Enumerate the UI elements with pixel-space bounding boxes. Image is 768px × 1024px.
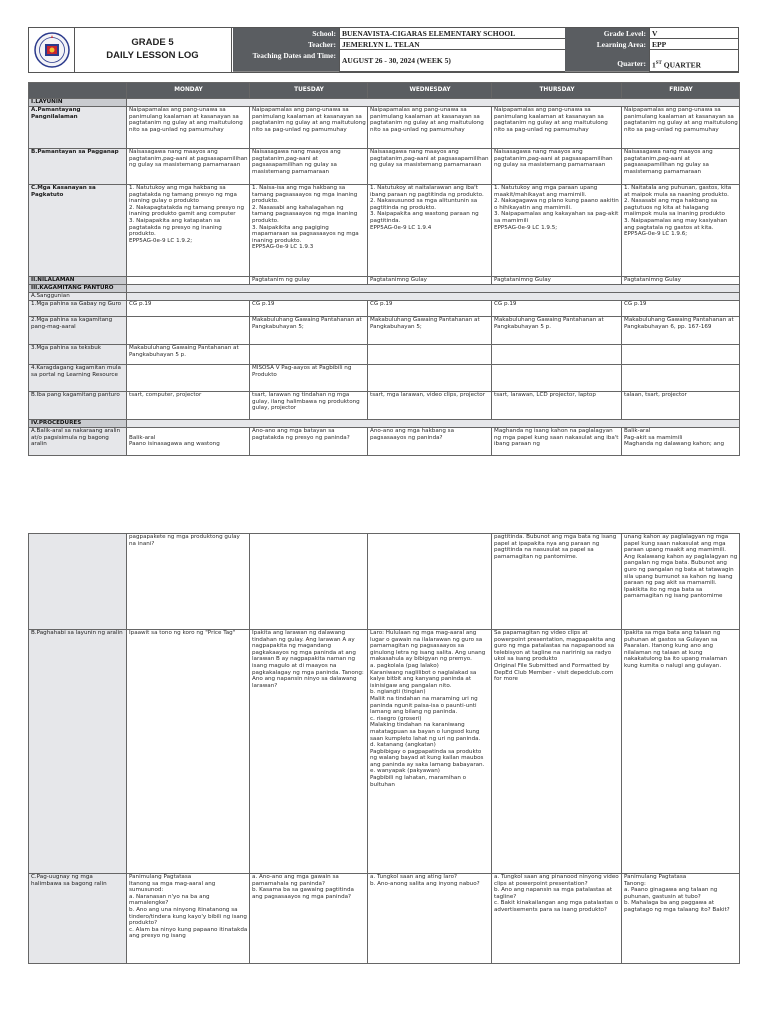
school-label: School: xyxy=(233,28,339,40)
teaching-dates-value: AUGUST 26 - 30, 2024 (WEEK 5) xyxy=(339,50,565,72)
day-header-monday: MONDAY xyxy=(127,83,250,99)
row-label: 1.Mga pahina sa Gabay ng Guro xyxy=(29,301,127,317)
table-cell: Balik-aral Pag-akit sa mamimili Maghanda ng dalawang kahon; ang xyxy=(622,428,740,456)
teacher-label: Teacher: xyxy=(233,39,339,51)
table-cell xyxy=(622,365,740,392)
learning-area-label: Learning Area: xyxy=(565,39,649,51)
table-cell: CG p.19 xyxy=(250,301,368,317)
learning-area-value: EPP xyxy=(649,39,738,50)
table-cell: Ipaawit sa tono ng koro ng "Price Tag" xyxy=(127,630,250,874)
table-cell: Pagtatanimng Gulay xyxy=(492,277,622,285)
teaching-dates-label: Teaching Dates and Time: xyxy=(233,50,339,72)
table-cell: a. Tungkol saan ang ating laro? b. Ano-anong salita ang inyong nabuo? xyxy=(368,874,492,964)
table-cell: tsart, larawan, LCD projector, laptop xyxy=(492,392,622,420)
school-value: BUENAVISTA-CIGARAS ELEMENTARY SCHOOL xyxy=(339,28,565,39)
table-cell xyxy=(127,277,250,285)
row-label: B.Paghahabi sa layunin ng aralin xyxy=(29,630,127,874)
table-cell: pagtitinda. Bubunot ang mga bata ng isang papel at ipapakita nya ang paraan ng pagtitinda na nasusulat sa papel sa pamamagitan ng pantomime. xyxy=(492,534,622,630)
table-cell: Makabuluhang Gawaing Pantahanan at Pangkabuhayan 5 p. xyxy=(127,345,250,365)
teacher-value: JEMERLYN L. TELAN xyxy=(339,39,565,50)
row-label: A.Balik-aral sa nakaraang aralin at/o pagsisimula ng bagong aralin xyxy=(29,428,127,456)
table-row xyxy=(29,630,740,874)
section-heading: II.NILALAMAN xyxy=(29,277,127,285)
grade-level-label: Grade Level: xyxy=(565,28,649,40)
table-cell: Naisasagawa nang maayos ang pagtatanim,pag-aani at pagsasapamilihan ng gulay sa masistemang pamamaraan xyxy=(127,149,250,185)
row-label: C.Pag-uugnay ng mga halimbawa sa bagong ralin xyxy=(29,874,127,964)
table-cell: pagpapakete ng mga produktong gulay na inani? xyxy=(127,534,250,630)
title-log-type: DAILY LESSON LOG xyxy=(106,50,199,61)
table-cell: CG p.19 xyxy=(622,301,740,317)
table-cell: 1. Natutukoy ang mga paraan upang maakit/mahikayat ang mamimili. 2. Nakagagawa ng plano kung paano aakitin o hihikayatin ang mamimili. 3. Naipapamalas ang kakayahan sa pag-akit sa mamimili EPP5AG-0e-9 LC 1.9.5; xyxy=(492,185,622,277)
row-label: 2.Mga pahina sa kagamitang pang-mag-aaral xyxy=(29,317,127,345)
table-cell: Naisasagawa nang maayos ang pagtatanim,pag-aani at pagsasapamilihan ng gulay sa masistemang pamamaraan xyxy=(622,149,740,185)
table-cell: a. Tungkol saan ang pinanood ninyong video clips at powerpoint presentation? b. Ano ang napansin sa mga patalastas at tagline? c. Bakit kinakailangan ang mga patalastas o advertisements para sa isang produkto? xyxy=(492,874,622,964)
table-cell: Naipapamalas ang pang-unawa sa panimulang kaalaman at kasanayan sa pagtatanim ng gulay at ang maitutulong nito sa pag-unlad ng pamumuhay xyxy=(127,107,250,149)
blank-cell xyxy=(127,420,740,428)
day-header-row xyxy=(29,83,740,99)
row-label: B.Pamantayan sa Pagganap xyxy=(29,149,127,185)
table-cell xyxy=(250,534,368,630)
table-row xyxy=(29,301,740,317)
table-cell xyxy=(368,345,492,365)
corner-header-cell xyxy=(29,83,127,99)
table-row xyxy=(29,107,740,149)
blank-cell xyxy=(127,285,740,293)
table-cell: tsart, larawan ng tindahan ng mga gulay, ilang halimbawa ng produktong gulay, projector xyxy=(250,392,368,420)
table-cell: Ipakita ang larawan ng dalawang tindahan ng gulay. Ang larawan A ay nagpapakita ng magandang pagkakaayos ng mga paninda at ang larawan B ay nagpapakita naman ng isang magulo at di maayos na pagkakalagay ng mga paninda. Tanong: Ano ang napansin ninyo sa dalawang larawan? xyxy=(250,630,368,874)
table-cell: talaan, tsart, projector xyxy=(622,392,740,420)
document-title xyxy=(74,28,232,72)
section-heading: IV.PROCEDURES xyxy=(29,420,127,428)
lesson-log-header xyxy=(28,27,739,73)
section-row-procedures xyxy=(29,420,740,428)
grade-level-value: V xyxy=(649,28,738,39)
row-label: B.Iba pang kagamitang panturo xyxy=(29,392,127,420)
table-cell: Panimulang Pagtatasa Itanong sa mga mag-aaral ang sumusunod: a. Naranasan n'yo na ba ang mamalengke? b. Ano ang una ninyong itinatanong sa tindero/tindera kung kayo'y bibili ng isang produkto? c. Alam ba ninyo kung papaano itinatakda ang presyo ng isang xyxy=(127,874,250,964)
table-cell: CG p.19 xyxy=(127,301,250,317)
section-heading: III.KAGAMITANG PANTURO xyxy=(29,285,127,293)
table-cell xyxy=(492,345,622,365)
table-cell: Naipapamalas ang pang-unawa sa panimulang kaalaman at kasanayan sa pagtatanim ng gulay at ang maitutulong nito sa pag-unlad ng pamumuhay xyxy=(492,107,622,149)
table-cell: Panimulang Pagtatasa Tanong: a. Paano ginagawa ang talaan ng puhunan, gastusin at tubo? b. Mahalaga ba ang paggawa at pagtatago ng mga talaang ito? Bakit? xyxy=(622,874,740,964)
table-cell: Naipapamalas ang pang-unawa sa panimulang kaalaman at kasanayan sa pagtatanim ng gulay at ang maitutulong nito sa pag-unlad ng pamumuhay xyxy=(250,107,368,149)
table-cell: Laro: Hululaan ng mga mag-aaral ang lugar o gawain na ilalarawan ng guro sa pamamagitan ng pagsasaayos sa ginulong letra ng isang salita. Ang unang makasahula ay bibigyan ng premyo. a. pagkolala (pag lalako) Karaniwang naglilibot o naglalakad sa kalye bitbit ang kanyang paninda at isinisigaw ang pangalan nito. b. ngiangti (tingian) Maliit na tindahan na maraming uri ng paninda ngunit paisa-isa o paunti-unti lamang ang bilang ng paninda. c. risegro (groseri) Malaking tindahan na karaniwang matatagpuan sa bayan o lungsod kung saan kumpleto lahat ng uri ng paninda. d. katanang (angkatan) Pagbibigay o pagpapatinda sa produkto ng walang bayad at kung kailan maubos ang paninda ay saka lamang babayaran. e. wanyapak (pakyawan) Pagbibili ng lahatan, maramihan o bultuhan xyxy=(368,630,492,874)
row-label: A.Pamantayang Pangnilalaman xyxy=(29,107,127,149)
table-cell: MISOSA V Pag-aayos at Pagbibili ng Produkto xyxy=(250,365,368,392)
table-cell: Makabuluhang Gawaing Pantahanan at Pangkabuhayan 5; xyxy=(368,317,492,345)
table-cell: Pagtatanimng Gulay xyxy=(622,277,740,285)
table-cell: Ipakita sa mga bata ang talaan ng puhunan at gastos sa Gulayan sa Paaralan. Itanong kung ano ang nilalaman ng talaan at kung nakakatulong ba ito upang malaman kung kumita o nalugi ang gulayan. xyxy=(622,630,740,874)
table-cell: tsart, computer, projector xyxy=(127,392,250,420)
table-cell: 1. Naitatala ang puhunan, gastos, kita at maipok mula sa naaning produkto. 2. Nasasabi ang mga hakbang sa pagtutuos ng kita at halagang maiimpok mula sa inaning produkto 3. Naipapamalas ang may kasiyahan ang pagtatala ng gastos at kita. EPP5AG-0e-9 LC 1.9.6; xyxy=(622,185,740,277)
table-cell: Ano-ano ang mga hakbang sa pagsasaayos ng paninda? xyxy=(368,428,492,456)
table-cell: 1. Natutukoy ang mga hakbang sa pagtatakda ng tamang presyo ng mga inaning gulay o produkto 2. Nakapagtatakda ng tamang presyo ng inaning produkto gamit ang computer 3. Naipapakita ang katapatan sa pagtatakda ng presyo ng inaning produkto. EPP5AG-0e-9 LC 1.9.2; xyxy=(127,185,250,277)
table-cell: Naisasagawa nang maayos ang pagtatanim,pag-aani at pagsasapamilihan ng gulay sa masistemang pamamaraan xyxy=(368,149,492,185)
table-cell: Balik-aral Paano isinasagawa ang wastong xyxy=(127,428,250,456)
row-label: 4.Karagdagang kagamitan mula sa portal ng Learning Resource xyxy=(29,365,127,392)
deped-seal-icon xyxy=(34,30,70,70)
lesson-plan-table-page-1 xyxy=(28,82,740,456)
table-cell xyxy=(622,345,740,365)
table-cell xyxy=(127,365,250,392)
table-row xyxy=(29,428,740,456)
table-row xyxy=(29,874,740,964)
day-header-thursday: THURSDAY xyxy=(492,83,622,99)
table-cell: Naipapamalas ang pang-unawa sa panimulang kaalaman at kasanayan sa pagtatanim ng gulay at ang maitutulong nito sa pag-unlad ng pamumuhay xyxy=(622,107,740,149)
table-cell xyxy=(368,534,492,630)
blank-cell xyxy=(127,99,740,107)
table-cell: Makabuluhang Gawaing Pantahanan at Pangkabuhayan 5 p. xyxy=(492,317,622,345)
table-cell: Makabuluhang Gawaing Pantahanan at Pangkabuhayan 6, pp. 167-169 xyxy=(622,317,740,345)
table-row xyxy=(29,317,740,345)
table-cell: 1. Natutukoy at naitalarawan ang iba't ibang paraan ng pagtitinda ng produkto. 2. Nakasusunod sa mga alituntunin sa pagtitinda ng produkto. 3. Naipapakita ang wastong paraan ng pagtitinda. EPP5AG-0e-9 LC 1.9.4 xyxy=(368,185,492,277)
table-cell: Sa papamagitan ng video clips at powerpoint presentation, magpapakita ang guro ng mga patalastas na napapanood sa telebisyon at tagline na naririnig sa radyo ukol sa isang produkto Original File Submitted and Formatted by DepEd Club Member - visit depedclub.com for more xyxy=(492,630,622,874)
table-cell: a. Ano-ano ang mga gawain sa pamamahala ng paninda? b. Kasama ba sa gawaing pagtitinda ang pagsasaayos ng mga paninda? xyxy=(250,874,368,964)
day-header-friday: FRIDAY xyxy=(622,83,740,99)
blank-cell xyxy=(127,293,740,301)
table-cell: CG p.19 xyxy=(368,301,492,317)
table-row xyxy=(29,345,740,365)
table-cell xyxy=(492,365,622,392)
title-grade: GRADE 5 xyxy=(131,37,174,48)
table-cell: Maghanda ng isang kahon na paglalagyan ng mga papel kung saan nakasulat ang iba't ibang paraan ng xyxy=(492,428,622,456)
table-row xyxy=(29,185,740,277)
table-cell xyxy=(127,317,250,345)
table-row xyxy=(29,534,740,630)
logo-cell xyxy=(29,28,75,72)
table-cell: Naisasagawa nang maayos ang pagtatanim,pag-aani at pagsasapamilihan ng gulay sa masistemang pamamaraan xyxy=(250,149,368,185)
table-cell: CG p.19 xyxy=(492,301,622,317)
table-cell: Naisasagawa nang maayos ang pagtatanim,pag-aani at pagsasapamilihan ng gulay sa masistemang pamamaraan xyxy=(492,149,622,185)
quarter-label: Quarter: xyxy=(565,50,649,72)
day-header-tuesday: TUESDAY xyxy=(250,83,368,99)
section-row-layunin xyxy=(29,99,740,107)
table-cell: Naipapamalas ang pang-unawa sa panimulang kaalaman at kasanayan sa pagtatanim ng gulay at ang maitutulong nito sa pag-unlad ng pamumuhay xyxy=(368,107,492,149)
table-row xyxy=(29,365,740,392)
table-cell xyxy=(368,365,492,392)
table-row xyxy=(29,149,740,185)
table-cell: unang kahon ay paglalagyan ng mga papel kung saan nakasulat ang mga paraan upang maakit ang mamimili. Ang ikalawang kahon ay paglalagyan ng pangalan ng mga bata. Bubunot ang guro ng pangalan ng bata at tatawagin sila upang bumunot sa kahon ng isang paraan ng pag akit sa mamamili. Ipakikita ito ng mga bata sa pamamagitan ng isang pantomime xyxy=(622,534,740,630)
table-cell: Pagtatanimng Gulay xyxy=(368,277,492,285)
table-cell: Makabuluhang Gawaing Pantahanan at Pangkabuhayan 5; xyxy=(250,317,368,345)
row-label xyxy=(29,534,127,630)
section-heading: I.LAYUNIN xyxy=(29,99,127,107)
row-label: 3.Mga pahina sa teksbuk xyxy=(29,345,127,365)
row-label: A.Sanggunian xyxy=(29,293,127,301)
table-cell: Pagtatanim ng gulay xyxy=(250,277,368,285)
day-header-wednesday: WEDNESDAY xyxy=(368,83,492,99)
section-row-kagamitan xyxy=(29,285,740,293)
table-row xyxy=(29,277,740,285)
row-label: C.Mga Kasanayan sa Pagkatuto xyxy=(29,185,127,277)
table-cell: Ano-ano ang mga batayan sa pagtatakda ng presyo ng paninda? xyxy=(250,428,368,456)
section-row-sanggunian xyxy=(29,293,740,301)
lesson-plan-table-page-2 xyxy=(28,533,740,964)
table-cell: 1. Naisa-isa ang mga hakbang sa tamang pagsasaayos ng mga inaning produkto. 2. Nasasabi ang kahalagahan ng tamang pagsasaayos ng mga inaning produkto. 3. Naipakikita ang pagiging mapamaraan sa pagsasaayos ng mga inaning produkto. EPP5AG-0e-9 LC 1.9.3 xyxy=(250,185,368,277)
table-cell: tsart, mga larawan, video clips, projector xyxy=(368,392,492,420)
table-row xyxy=(29,392,740,420)
quarter-value: 1ST QUARTER xyxy=(649,50,738,72)
table-cell xyxy=(250,345,368,365)
